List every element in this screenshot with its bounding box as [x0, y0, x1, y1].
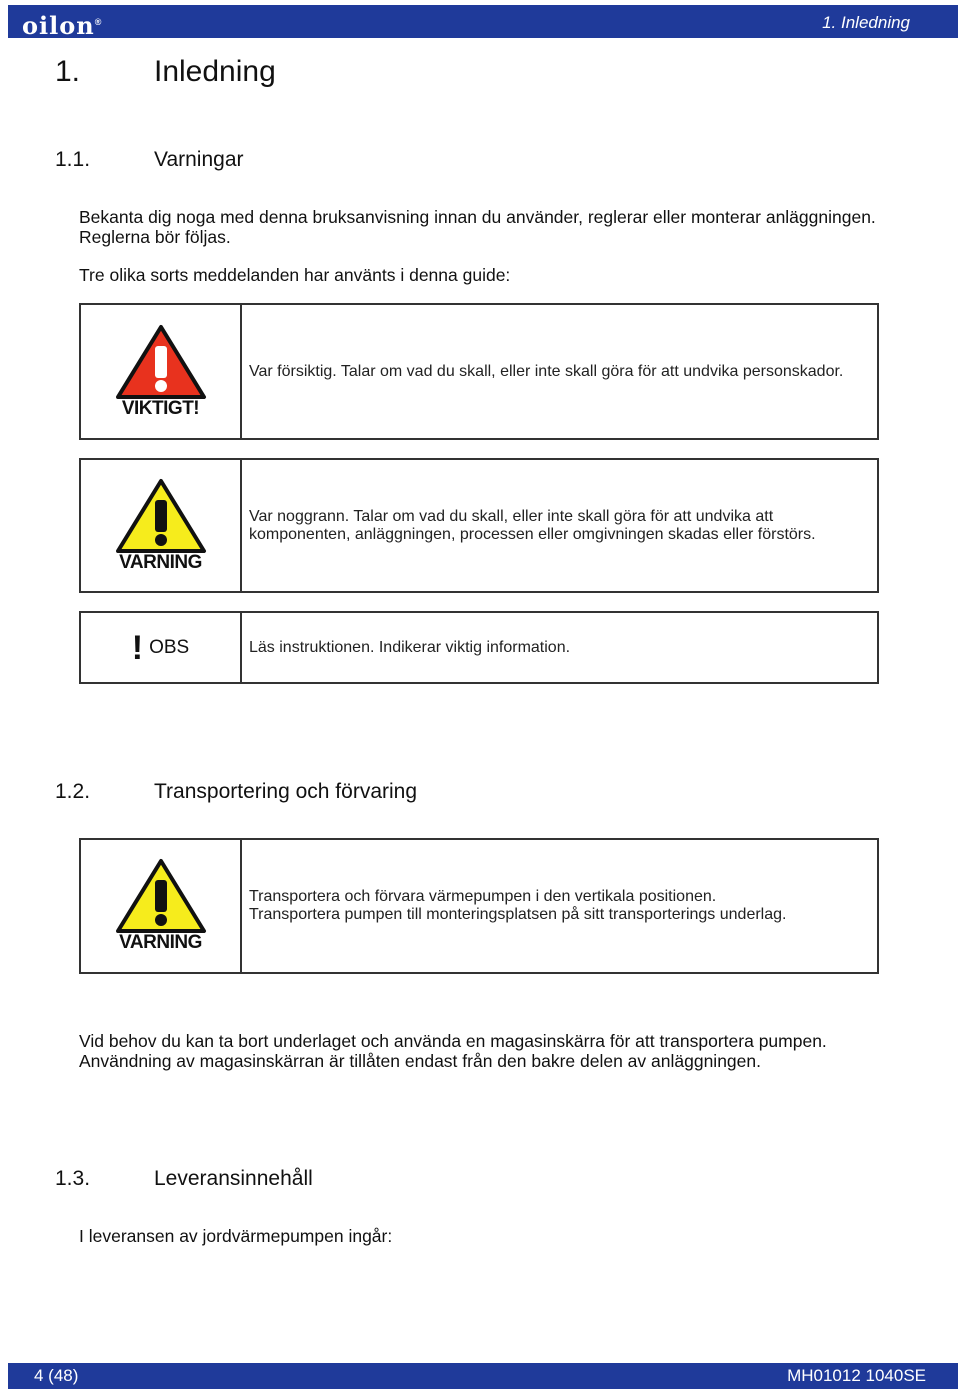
intro-paragraph-2: Tre olika sorts meddelanden har använts i denna guide:: [79, 265, 511, 285]
page-number: 4 (48): [34, 1366, 79, 1385]
notice-icon-cell: [81, 840, 242, 972]
section-number: 1.1.: [55, 148, 91, 171]
sign-label: VARNING: [119, 551, 202, 573]
varning-sign: [115, 858, 207, 954]
section-title: Varningar: [154, 148, 244, 171]
warning-triangle-red-icon: [115, 324, 207, 400]
notice-text: Var noggrann. Talar om vad du skall, eller inte skall göra för att undvika att komponenten, anläggningen, processen eller omgivningen skadas eller förstörs.: [249, 507, 816, 543]
section-title: Leveransinnehåll: [154, 1167, 313, 1190]
obs-sign: [131, 628, 190, 667]
notice-icon-cell: [81, 305, 242, 438]
warning-triangle-yellow-icon: [115, 478, 207, 554]
viktigt-sign: [115, 324, 207, 420]
notice-varning: [79, 458, 879, 593]
intro-paragraph: Bekanta dig noga med denna bruksanvisning innan du använder, reglerar eller monterar anläggningen. Reglerna bör följas.: [79, 207, 876, 247]
notice-obs: [79, 611, 879, 684]
notice-transport-varning: [79, 838, 879, 974]
sign-label: OBS: [149, 636, 190, 658]
section-title: Transportering och förvaring: [154, 780, 418, 803]
header-section-title: 1. Inledning: [822, 13, 910, 32]
sign-label: VIKTIGT!: [121, 397, 200, 419]
notice-text: [242, 840, 877, 972]
section-number: 1.: [55, 55, 81, 88]
section-title: Inledning: [154, 55, 276, 88]
notice-text-line: Transportera pumpen till monteringsplatsen på sitt transporterings underlag.: [249, 906, 787, 923]
notice-icon-cell: [81, 613, 242, 682]
notice-text: Läs instruktionen. Indikerar viktig information.: [249, 638, 571, 656]
logo-text: oilon: [22, 11, 95, 40]
registered-mark: ®: [94, 17, 103, 27]
notice-viktigt: [79, 303, 879, 440]
delivery-paragraph: I leveransen av jordvärmepumpen ingår:: [79, 1226, 393, 1246]
notice-text-line: Transportera och förvara värmepumpen i den vertikala positionen.: [249, 888, 717, 905]
section-number: 1.2.: [55, 780, 91, 803]
footer-bar: [8, 1363, 958, 1389]
header-bar: [8, 5, 958, 38]
notice-icon-cell: [81, 460, 242, 591]
warning-triangle-yellow-icon: [115, 858, 207, 934]
document-code: MH01012 1040SE: [787, 1366, 926, 1385]
transport-paragraph: Vid behov du kan ta bort underlaget och använda en magasinskärra för att transportera pumpen. Användning av magasinskärran är tillåten endast från den bakre delen av anläggningen.: [79, 1031, 827, 1071]
exclamation-mark-icon: !: [131, 628, 144, 667]
oilon-logo: [22, 8, 102, 40]
sign-label: VARNING: [119, 932, 202, 953]
notice-text: Var försiktig. Talar om vad du skall, eller inte skall göra för att undvika personskador.: [249, 362, 844, 380]
varning-sign: [115, 478, 207, 574]
section-number: 1.3.: [55, 1167, 91, 1190]
